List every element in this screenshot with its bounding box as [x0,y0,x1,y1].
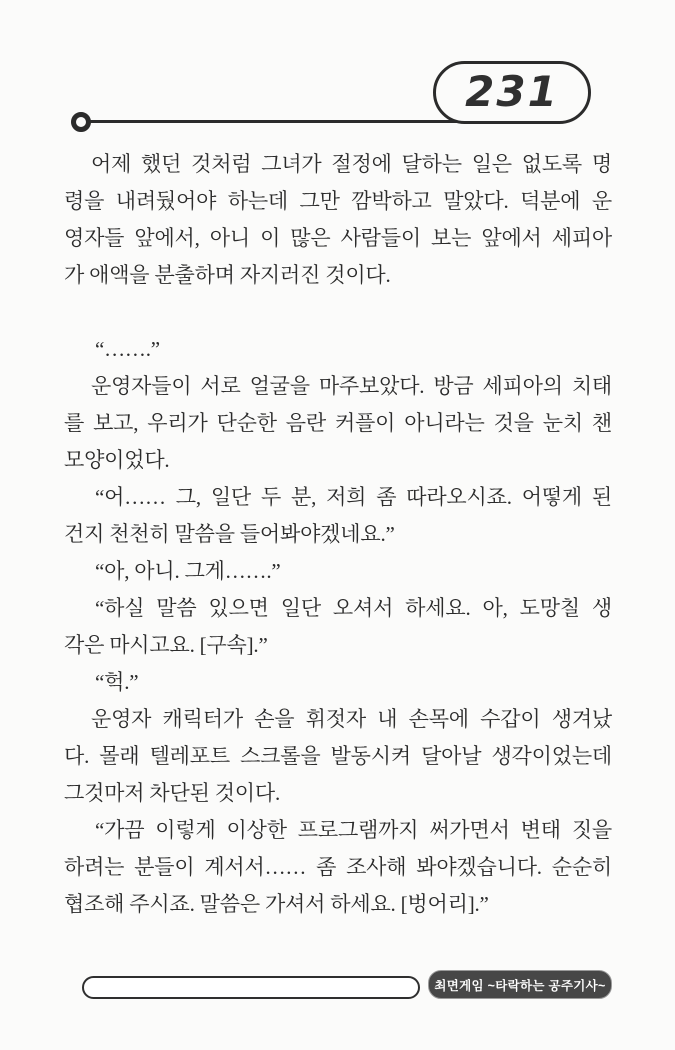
text-line: 그것마저 차단된 것이다. [64,781,281,805]
page-number-badge [433,61,591,124]
text-line: 령을 내려뒀어야 하는데 그만 깜박하고 말았다. 덕분에 운 [64,189,612,213]
text-line: “가끔 이렇게 이상한 프로그램까지 써가면서 변태 짓을 [95,818,612,842]
text-line: “헉.” [95,670,139,694]
text-line: 를 보고, 우리가 단순한 음란 커플이 아니라는 것을 눈치 챈 [64,411,612,435]
book-title: 최면게임 ~타락하는 공주기사~ [434,978,606,993]
text-line: 운영자들이 서로 얼굴을 마주보았다. 방금 세피아의 치태 [91,374,612,398]
text-line: 모양이었다. [64,448,170,472]
text-line: 어제 했던 것처럼 그녀가 절정에 달하는 일은 없도록 명 [91,152,612,176]
text-line: 협조해 주시죠. 말씀은 가셔서 하세요. [벙어리].” [64,892,489,916]
text-line: “어…… 그, 일단 두 분, 저희 좀 따라오시죠. 어떻게 된 [95,485,612,509]
book-title-badge [428,970,612,999]
text-line: “아, 아니. 그게…….” [95,559,281,583]
body-text [64,146,612,923]
text-line: 가 애액을 분출하며 자지러진 것이다. [64,263,391,287]
text-line: 다. 몰래 텔레포트 스크롤을 발동시켜 달아날 생각이었는데 [64,744,612,768]
text-line: 하려는 분들이 계서서…… 좀 조사해 봐야겠습니다. 순순히 [64,855,612,879]
footer-decoration-pill [82,976,420,999]
text-line: 운영자 캐릭터가 손을 휘젓자 내 손목에 수갑이 생겨났 [91,707,612,731]
text-line: 각은 마시고요. [구속].” [64,633,268,657]
text-line: “…….” [95,337,160,361]
text-line: “하실 말씀 있으면 일단 오셔서 하세요. 아, 도망칠 생 [95,596,612,620]
text-line: 영자들 앞에서, 아니 이 많은 사람들이 보는 앞에서 세피아 [64,226,612,250]
page-number: 231 [465,67,559,116]
text-line: 건지 천천히 말씀을 들어봐야겠네요.” [64,522,395,546]
blank-line [64,294,612,331]
